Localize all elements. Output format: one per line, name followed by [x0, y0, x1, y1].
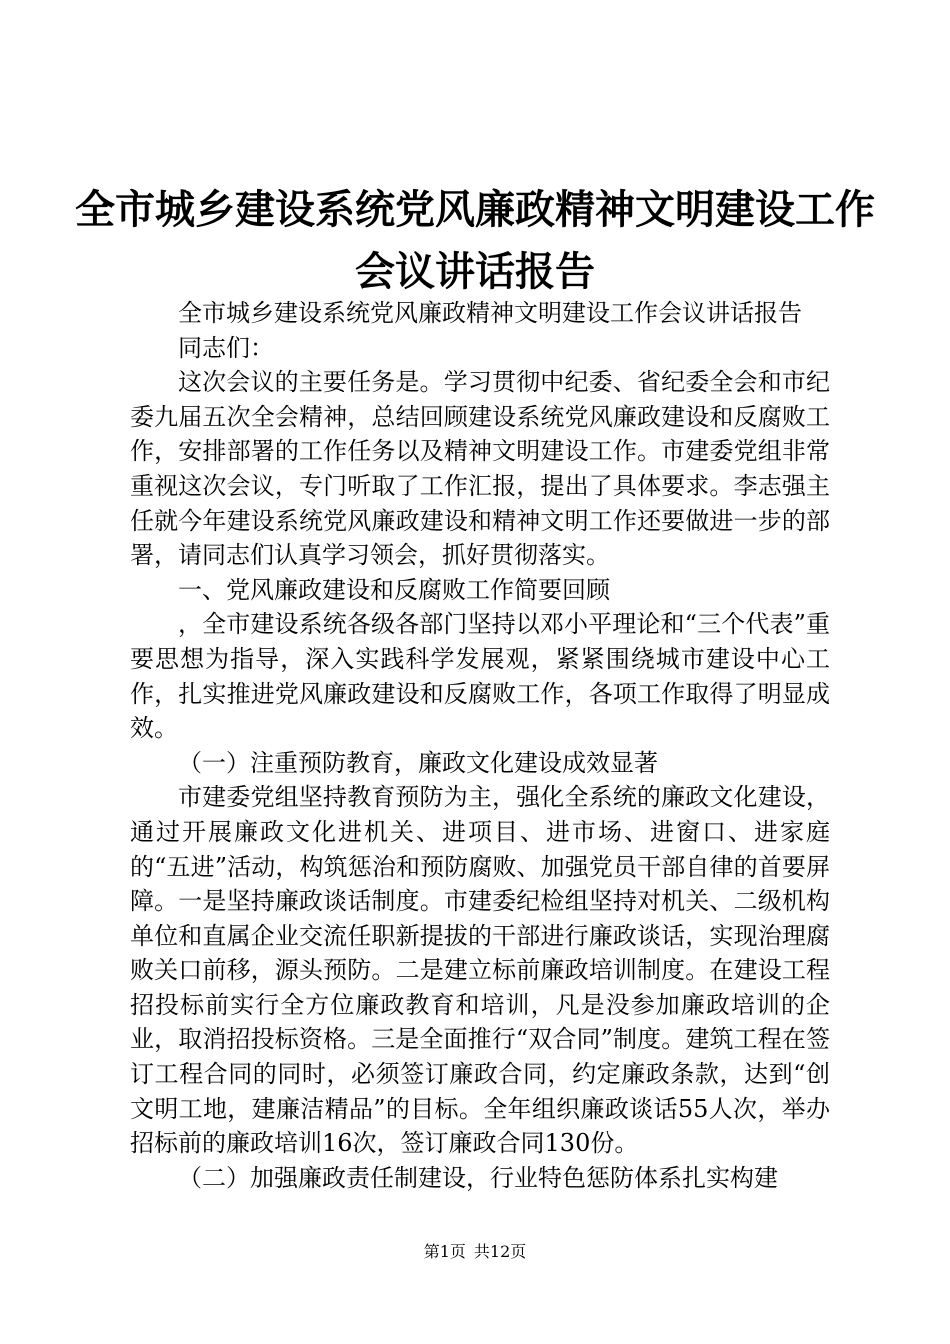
paragraph-salutation: 同志们： [178, 333, 274, 362]
document-title-line-1: 全市城乡建设系统党风廉政精神文明建设工作 [75, 187, 875, 233]
page-number: 第1页 [423, 1242, 466, 1261]
subsection-heading-2: （二）加强廉政责任制建设，行业特色惩防体系扎实构建 [178, 1163, 778, 1192]
document-title-line-2: 会议讲话报告 [355, 249, 595, 295]
paragraph-subtitle: 全市城乡建设系统党风廉政精神文明建设工作会议讲话报告 [178, 299, 802, 327]
section-heading-1: 一、党风廉政建设和反腐败工作简要回顾 [178, 575, 610, 604]
page-total: 共12页 [473, 1242, 527, 1261]
paragraph-section-1: ，全市建设系统各级各部门坚持以邓小平理论和“三个代表”重要思想为指导，深入实践科学发展观，紧紧围绕城市建设中心工作，扎实推进党风廉政建设和反腐败工作，各项工作取得了明显成效。 [130, 610, 830, 743]
paragraph-subsection-1: 市建委党组坚持教育预防为主，强化全系统的廉政文化建设，通过开展廉政文化进机关、进项目、进市场、进窗口、进家庭的“五进”活动，构筑惩治和预防腐败、加强党员干部自律的首要屏障。一是坚持廉政谈话制度。市建委纪检组坚持对机关、二级机构单位和直属企业交流任职新提拔的干部进行廉政谈话，实现治理腐败关口前移，源头预防。二是建立标前廉政培训制度。在建设工程招投标前实行全方位廉政教育和培训，凡是没参加廉政培训的企业，取消招投标资格。三是全面推行“双合同”制度。建筑工程在签订工程合同的同时，必须签订廉政合同，约定廉政条款，达到“创文明工地，建廉洁精品”的目标。全年组织廉政谈话55人次，举办招标前的廉政培训16次，签订廉政合同130份。 [130, 783, 830, 1158]
document-body [130, 296, 830, 1195]
paragraph-intro: 这次会议的主要任务是。学习贯彻中纪委、省纪委全会和市纪委九届五次全会精神，总结回顾建设系统党风廉政建设和反腐败工作，安排部署的工作任务以及精神文明建设工作。市建委党组非常重视这次会议，专门听取了工作汇报，提出了具体要求。李志强主任就今年建设系统党风廉政建设和精神文明工作还要做进一步的部署，请同志们认真学习领会，抓好贯彻落实。 [130, 368, 830, 570]
subsection-heading-1: （一）注重预防教育，廉政文化建设成效显著 [178, 748, 658, 777]
page-footer [0, 1242, 950, 1262]
